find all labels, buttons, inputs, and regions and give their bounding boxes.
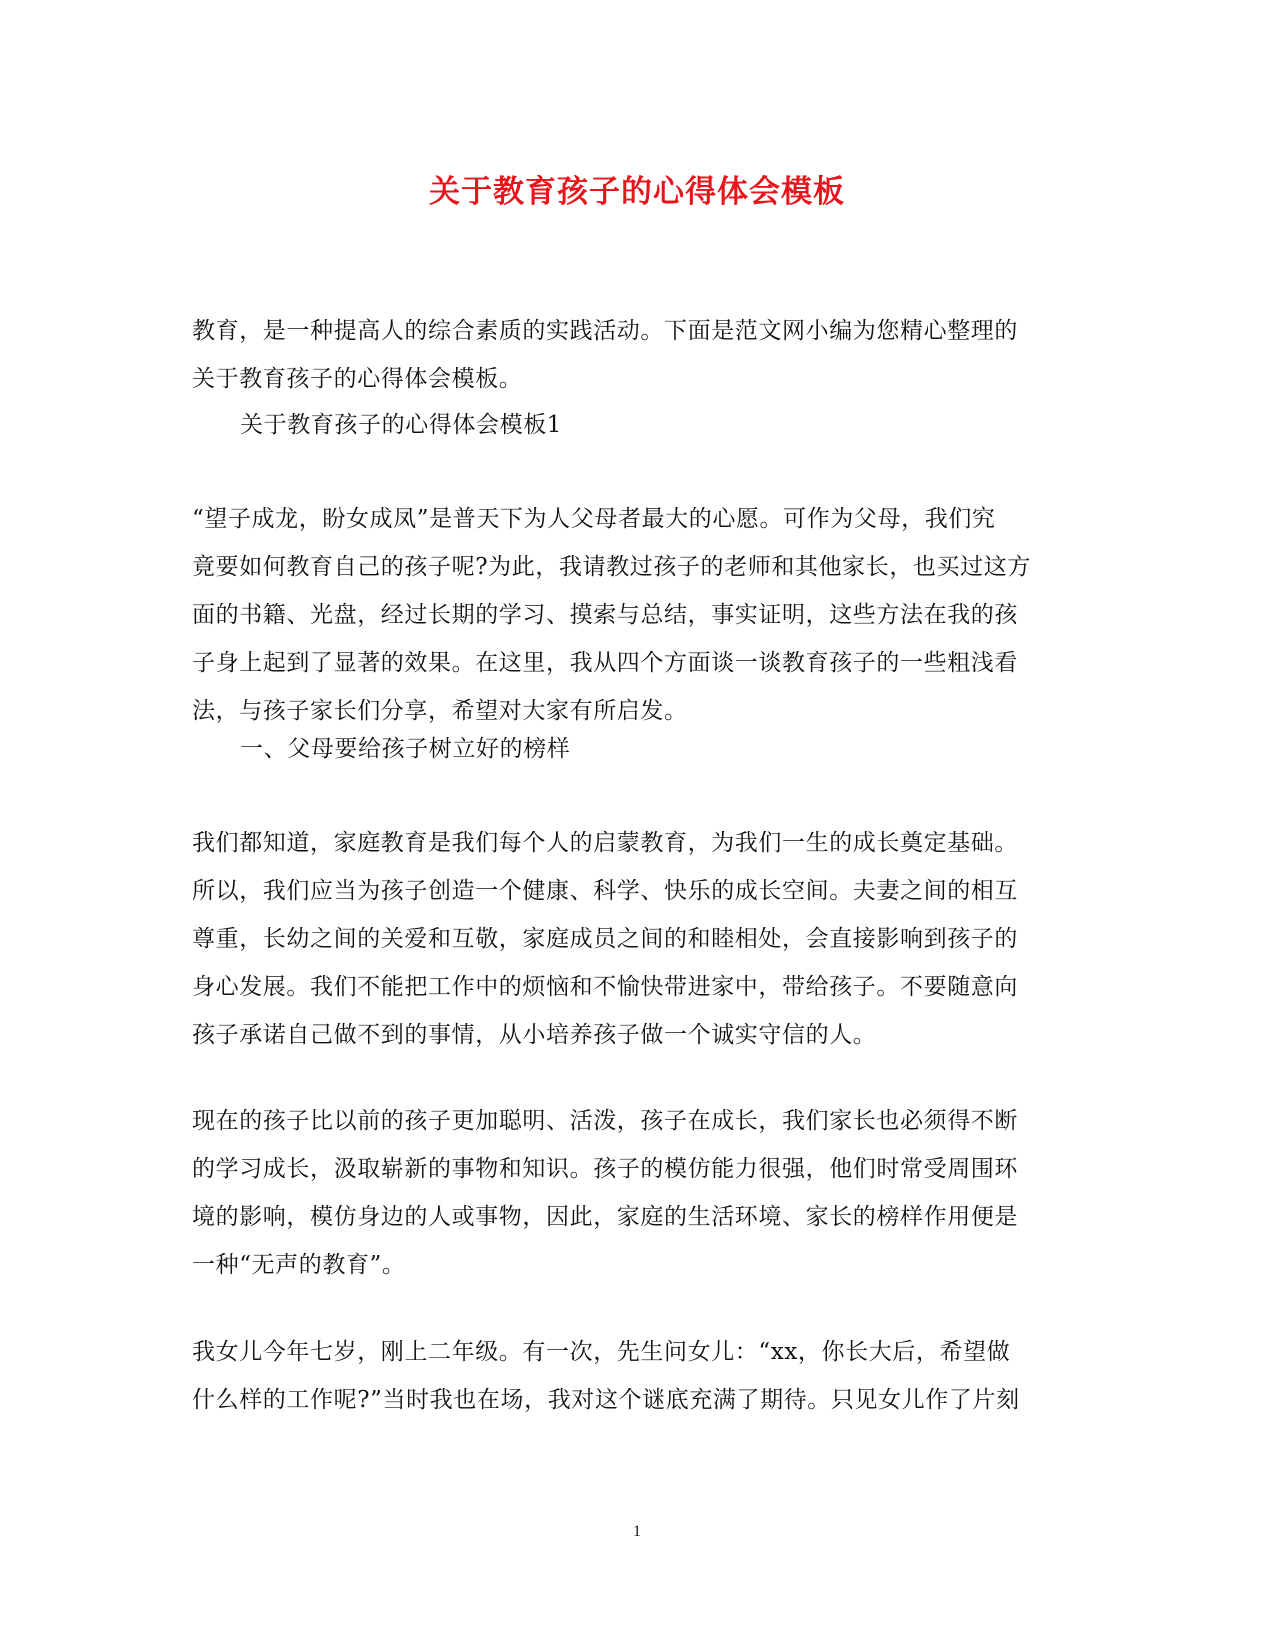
paragraph-3 xyxy=(192,1097,1082,1289)
page-number: 1 xyxy=(633,1523,641,1540)
section-heading xyxy=(192,401,1130,449)
text-line: 教育，是一种提高人的综合素质的实践活动。下面是范文网小编为您精心整理的 xyxy=(192,318,1018,344)
text-line: 尊重，长幼之间的关爱和互敬，家庭成员之间的和睦相处，会直接影响到孩子的 xyxy=(192,926,1018,952)
paragraph-4 xyxy=(192,1328,1082,1424)
text-line: 关于教育孩子的心得体会模板。 xyxy=(192,366,523,392)
text-line: “望子成龙，盼女成凤”是普天下为人父母者最大的心愿。可作为父母，我们究 xyxy=(192,506,996,532)
text-line: 所以，我们应当为孩子创造一个健康、科学、快乐的成长空间。夫妻之间的相互 xyxy=(192,878,1018,904)
text-line: 竟要如何教育自己的孩子呢?为此，我请教过孩子的老师和其他家长，也买过这方 xyxy=(192,554,1031,580)
section-heading-text: 关于教育孩子的心得体会模板1 xyxy=(240,412,563,438)
text-line: 子身上起到了显著的效果。在这里，我从四个方面谈一谈教育孩子的一些粗浅看 xyxy=(192,650,1018,676)
paragraph-2 xyxy=(192,819,1082,1059)
text-line: 法，与孩子家长们分享，希望对大家有所启发。 xyxy=(192,698,688,724)
text-line: 我们都知道，家庭教育是我们每个人的启蒙教育，为我们一生的成长奠定基础。 xyxy=(192,830,1018,856)
text-line: 境的影响，模仿身边的人或事物，因此，家庭的生活环境、家长的榜样作用便是 xyxy=(192,1204,1018,1230)
subheading xyxy=(192,725,1130,773)
document-title: 关于教育孩子的心得体会模板 xyxy=(429,174,845,210)
text-line: 我女儿今年七岁，刚上二年级。有一次，先生问女儿：“xx，你长大后，希望做 xyxy=(192,1339,1011,1365)
text-line: 现在的孩子比以前的孩子更加聪明、活泼，孩子在成长，我们家长也必须得不断 xyxy=(192,1108,1018,1134)
text-line: 孩子承诺自己做不到的事情，从小培养孩子做一个诚实守信的人。 xyxy=(192,1022,877,1048)
subheading-text: 一、父母要给孩子树立好的榜样 xyxy=(240,736,571,762)
text-line: 一种“无声的教育”。 xyxy=(192,1252,406,1278)
intro-paragraph xyxy=(192,307,1082,403)
text-line: 的学习成长，汲取崭新的事物和知识。孩子的模仿能力很强，他们时常受周围环 xyxy=(192,1156,1018,1182)
text-line: 什么样的工作呢?”当时我也在场，我对这个谜底充满了期待。只见女儿作了片刻 xyxy=(192,1387,1020,1413)
text-line: 身心发展。我们不能把工作中的烦恼和不愉快带进家中，带给孩子。不要随意向 xyxy=(192,974,1018,1000)
paragraph-1 xyxy=(192,495,1082,735)
text-line: 面的书籍、光盘，经过长期的学习、摸索与总结，事实证明，这些方法在我的孩 xyxy=(192,602,1018,628)
